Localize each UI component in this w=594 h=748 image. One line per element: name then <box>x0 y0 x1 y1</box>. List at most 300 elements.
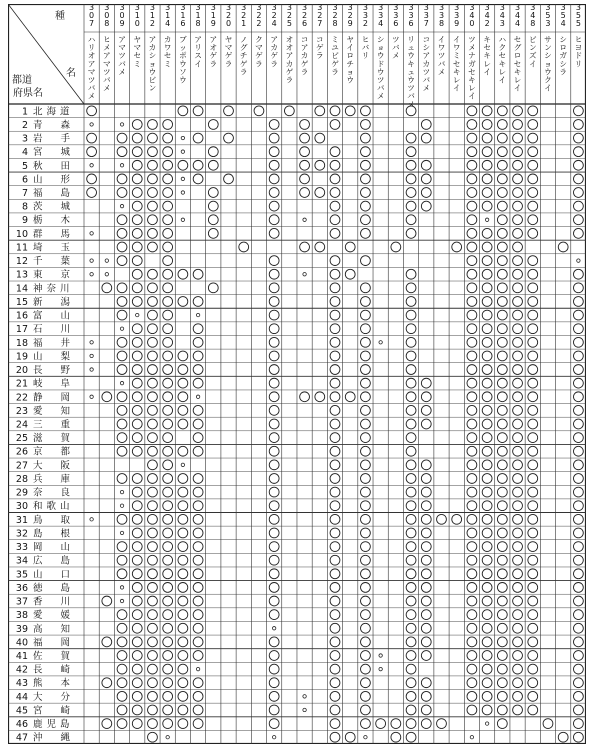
presence-circle <box>406 201 416 211</box>
presence-circle <box>178 160 188 170</box>
presence-small-mark <box>90 354 93 357</box>
presence-circle <box>132 691 142 701</box>
presence-circle <box>467 596 477 606</box>
presence-circle <box>148 651 158 661</box>
presence-circle <box>330 664 340 674</box>
presence-circle <box>467 501 477 511</box>
presence-circle <box>482 651 492 661</box>
presence-circle <box>467 569 477 579</box>
presence-circle <box>467 474 477 484</box>
presence-circle <box>406 433 416 443</box>
species-number: 3 3 7 <box>423 4 429 28</box>
species-number: 3 4 4 <box>514 4 521 28</box>
presence-circle <box>148 201 158 211</box>
presence-circle <box>163 474 173 484</box>
presence-circle <box>497 569 507 579</box>
presence-circle <box>482 501 492 511</box>
presence-circle <box>117 188 127 198</box>
species-number: 3 0 7 <box>89 4 95 28</box>
presence-circle <box>178 446 188 456</box>
presence-circle <box>148 378 158 388</box>
corner-prefecture-label-1: 都道 <box>12 75 32 86</box>
presence-circle <box>528 678 538 688</box>
presence-circle <box>406 664 416 674</box>
presence-circle <box>330 691 340 701</box>
presence-small-mark <box>364 735 367 738</box>
presence-circle <box>361 719 371 729</box>
presence-circle <box>193 419 203 429</box>
presence-circle <box>117 256 127 266</box>
presence-circle <box>361 120 371 130</box>
presence-circle <box>421 528 431 538</box>
presence-circle <box>573 678 583 688</box>
presence-circle <box>132 147 142 157</box>
prefecture-number: 23 <box>15 405 28 417</box>
presence-circle <box>361 256 371 266</box>
presence-circle <box>467 228 477 238</box>
presence-circle <box>467 392 477 402</box>
presence-circle <box>178 596 188 606</box>
presence-circle <box>163 201 173 211</box>
presence-circle <box>148 610 158 620</box>
presence-circle <box>421 188 431 198</box>
presence-circle <box>132 474 142 484</box>
presence-circle <box>528 637 538 647</box>
presence-circle <box>528 664 538 674</box>
presence-circle <box>406 215 416 225</box>
presence-circle <box>421 501 431 511</box>
prefecture-number: 10 <box>15 228 28 240</box>
presence-small-mark <box>272 735 275 738</box>
presence-circle <box>513 160 523 170</box>
presence-circle <box>148 215 158 225</box>
presence-circle <box>193 405 203 415</box>
presence-circle <box>178 378 188 388</box>
presence-small-mark <box>120 504 123 507</box>
presence-circle <box>117 474 127 484</box>
presence-circle <box>163 705 173 715</box>
presence-circle <box>330 542 340 552</box>
presence-circle <box>528 460 538 470</box>
presence-circle <box>330 392 340 402</box>
presence-circle <box>163 405 173 415</box>
presence-circle <box>528 133 538 143</box>
species-number: 3 3 4 <box>378 4 384 28</box>
presence-circle <box>406 610 416 620</box>
prefecture-number: 32 <box>15 528 28 540</box>
presence-circle <box>513 569 523 579</box>
presence-circle <box>178 528 188 538</box>
presence-circle <box>269 583 279 593</box>
presence-circle <box>528 215 538 225</box>
presence-circle <box>269 297 279 307</box>
presence-circle <box>406 637 416 647</box>
presence-circle <box>330 528 340 538</box>
presence-circle <box>132 228 142 238</box>
prefecture-number: 33 <box>15 542 28 554</box>
presence-circle <box>330 474 340 484</box>
presence-circle <box>482 528 492 538</box>
presence-circle <box>117 623 127 633</box>
presence-circle <box>269 610 279 620</box>
presence-circle <box>513 120 523 130</box>
presence-small-mark <box>166 735 169 738</box>
presence-circle <box>421 514 431 524</box>
presence-circle <box>300 392 310 402</box>
presence-circle <box>513 637 523 647</box>
presence-circle <box>132 297 142 307</box>
presence-circle <box>513 678 523 688</box>
prefecture-number: 26 <box>15 446 28 458</box>
presence-circle <box>513 174 523 184</box>
presence-circle <box>573 133 583 143</box>
species-number: 3 1 6 <box>180 4 186 28</box>
presence-circle <box>269 542 279 552</box>
presence-circle <box>497 433 507 443</box>
species-number: 3 1 8 <box>195 4 201 28</box>
presence-circle <box>178 106 188 116</box>
presence-circle <box>361 610 371 620</box>
presence-circle <box>193 269 203 279</box>
presence-small-mark <box>90 368 93 371</box>
presence-circle <box>148 555 158 565</box>
presence-circle <box>482 678 492 688</box>
presence-circle <box>330 269 340 279</box>
presence-circle <box>467 256 477 266</box>
presence-circle <box>467 678 477 688</box>
presence-circle <box>528 501 538 511</box>
presence-circle <box>482 691 492 701</box>
presence-circle <box>467 664 477 674</box>
presence-circle <box>573 201 583 211</box>
presence-circle <box>224 133 234 143</box>
presence-small-mark <box>90 518 93 521</box>
presence-circle <box>87 106 97 116</box>
presence-circle <box>163 310 173 320</box>
presence-circle <box>573 528 583 538</box>
presence-circle <box>132 256 142 266</box>
presence-circle <box>406 569 416 579</box>
presence-circle <box>528 542 538 552</box>
prefecture-name: 香川 <box>33 596 89 608</box>
presence-circle <box>513 596 523 606</box>
presence-circle <box>467 242 477 252</box>
presence-circle <box>482 256 492 266</box>
presence-circle <box>330 378 340 388</box>
presence-circle <box>513 528 523 538</box>
presence-circle <box>330 147 340 157</box>
presence-circle <box>528 705 538 715</box>
presence-small-mark <box>303 708 306 711</box>
presence-small-mark <box>90 273 93 276</box>
presence-circle <box>497 446 507 456</box>
presence-circle <box>117 283 127 293</box>
presence-circle <box>193 174 203 184</box>
presence-circle <box>497 147 507 157</box>
presence-circle <box>193 351 203 361</box>
presence-circle <box>482 310 492 320</box>
presence-circle <box>361 297 371 307</box>
prefecture-name: 岐阜 <box>33 378 89 390</box>
presence-circle <box>361 160 371 170</box>
prefecture-number: 36 <box>15 582 28 594</box>
corner-header <box>12 10 76 99</box>
presence-small-mark <box>90 232 93 235</box>
presence-circle <box>482 283 492 293</box>
presence-circle <box>482 460 492 470</box>
presence-circle <box>421 487 431 497</box>
presence-small-mark <box>120 531 123 534</box>
presence-circle <box>482 446 492 456</box>
prefecture-number: 12 <box>15 256 28 268</box>
presence-circle <box>300 133 310 143</box>
presence-circle <box>573 501 583 511</box>
presence-circle <box>361 678 371 688</box>
presence-circle <box>269 188 279 198</box>
prefecture-number: 31 <box>15 514 28 526</box>
presence-circle <box>330 732 340 742</box>
presence-circle <box>573 188 583 198</box>
presence-circle <box>163 147 173 157</box>
presence-circle <box>193 719 203 729</box>
presence-circle <box>421 623 431 633</box>
species-name: アカゲラ <box>270 35 278 69</box>
presence-circle <box>87 174 97 184</box>
prefecture-number: 15 <box>15 296 28 308</box>
presence-small-mark <box>90 259 93 262</box>
presence-circle <box>406 269 416 279</box>
presence-circle <box>208 120 218 130</box>
presence-small-mark <box>303 273 306 276</box>
presence-circle <box>148 310 158 320</box>
prefecture-number: 2 <box>21 119 28 131</box>
prefecture-name: 宮城 <box>33 147 89 159</box>
presence-circle <box>497 174 507 184</box>
species-name: カワセミ <box>163 35 172 69</box>
presence-circle <box>117 542 127 552</box>
presence-circle <box>467 324 477 334</box>
presence-circle <box>361 501 371 511</box>
presence-circle <box>178 487 188 497</box>
presence-circle <box>467 446 477 456</box>
presence-circle <box>269 160 279 170</box>
presence-circle <box>406 160 416 170</box>
species-number: 3 2 0 <box>225 4 232 28</box>
presence-circle <box>421 419 431 429</box>
presence-circle <box>573 283 583 293</box>
presence-circle <box>163 637 173 647</box>
presence-circle <box>132 446 142 456</box>
presence-circle <box>406 542 416 552</box>
presence-circle <box>163 664 173 674</box>
presence-circle <box>406 324 416 334</box>
presence-circle <box>148 732 158 742</box>
presence-circle <box>497 365 507 375</box>
presence-circle <box>497 637 507 647</box>
prefecture-name: 福岡 <box>33 637 89 649</box>
presence-circle <box>178 419 188 429</box>
presence-small-mark <box>90 395 93 398</box>
presence-circle <box>132 283 142 293</box>
presence-circle <box>421 596 431 606</box>
species-number: 3 0 8 <box>104 4 110 28</box>
prefecture-number: 27 <box>15 460 28 472</box>
presence-circle <box>513 147 523 157</box>
presence-circle <box>528 147 538 157</box>
species-number: 3 3 8 <box>438 4 445 28</box>
presence-circle <box>528 256 538 266</box>
presence-circle <box>421 405 431 415</box>
presence-circle <box>163 188 173 198</box>
presence-circle <box>376 719 386 729</box>
presence-circle <box>391 719 401 729</box>
presence-small-mark <box>181 150 184 153</box>
presence-circle <box>148 623 158 633</box>
presence-circle <box>497 120 507 130</box>
presence-circle <box>132 664 142 674</box>
presence-circle <box>132 419 142 429</box>
presence-circle <box>330 419 340 429</box>
presence-small-mark <box>470 735 473 738</box>
presence-circle <box>361 446 371 456</box>
presence-small-mark <box>379 654 382 657</box>
presence-circle <box>361 583 371 593</box>
presence-circle <box>178 392 188 402</box>
presence-circle <box>513 542 523 552</box>
presence-circle <box>361 351 371 361</box>
presence-circle <box>269 528 279 538</box>
presence-circle <box>163 256 173 266</box>
presence-circle <box>330 501 340 511</box>
presence-circle <box>193 691 203 701</box>
presence-circle <box>573 297 583 307</box>
species-number: 3 2 5 <box>286 4 292 28</box>
presence-circle <box>528 596 538 606</box>
presence-circle <box>497 501 507 511</box>
presence-circle <box>573 610 583 620</box>
presence-circle <box>528 351 538 361</box>
species-number: 3 4 8 <box>530 4 536 28</box>
presence-circle <box>163 324 173 334</box>
presence-small-mark <box>577 259 580 262</box>
presence-circle <box>482 242 492 252</box>
prefecture-name: 山梨 <box>33 351 89 363</box>
prefecture-number: 42 <box>15 664 28 676</box>
presence-circle <box>330 324 340 334</box>
presence-circle <box>148 365 158 375</box>
presence-circle <box>573 174 583 184</box>
presence-circle <box>361 228 371 238</box>
presence-circle <box>178 514 188 524</box>
presence-circle <box>406 732 416 742</box>
presence-circle <box>421 637 431 647</box>
presence-circle <box>193 487 203 497</box>
presence-circle <box>148 433 158 443</box>
presence-circle <box>345 392 355 402</box>
presence-circle <box>497 719 507 729</box>
presence-circle <box>163 678 173 688</box>
presence-circle <box>497 474 507 484</box>
presence-circle <box>193 337 203 347</box>
prefecture-number: 37 <box>15 596 28 608</box>
presence-circle <box>497 283 507 293</box>
prefecture-number: 28 <box>15 473 28 485</box>
presence-circle <box>163 433 173 443</box>
prefecture-name: 富山 <box>33 310 89 322</box>
species-name: ノグチゲラ <box>239 35 248 77</box>
presence-circle <box>361 365 371 375</box>
presence-circle <box>163 337 173 347</box>
presence-circle <box>467 623 477 633</box>
presence-circle <box>330 719 340 729</box>
prefecture-name: 山口 <box>33 569 89 581</box>
presence-circle <box>269 378 279 388</box>
presence-circle <box>132 351 142 361</box>
species-name: アマツバメ <box>118 35 126 77</box>
presence-circle <box>528 201 538 211</box>
presence-circle <box>117 215 127 225</box>
presence-circle <box>148 719 158 729</box>
presence-circle <box>330 215 340 225</box>
presence-circle <box>361 528 371 538</box>
species-name: リュウキュウツバメ <box>407 35 415 109</box>
presence-circle <box>467 297 477 307</box>
species-name: サンショウクイ <box>544 35 552 93</box>
corner-species-label: 種 <box>55 11 65 22</box>
presence-circle <box>467 433 477 443</box>
presence-circle <box>528 378 538 388</box>
presence-circle <box>208 188 218 198</box>
prefecture-name: 大阪 <box>33 460 89 472</box>
presence-circle <box>163 555 173 565</box>
presence-circle <box>467 337 477 347</box>
presence-circle <box>406 705 416 715</box>
presence-circle <box>132 405 142 415</box>
presence-circle <box>497 405 507 415</box>
presence-circle <box>513 555 523 565</box>
presence-circle <box>163 228 173 238</box>
presence-circle <box>178 542 188 552</box>
prefecture-name: 栃木 <box>33 215 89 227</box>
presence-circle <box>193 705 203 715</box>
prefecture-number: 3 <box>21 133 28 145</box>
presence-circle <box>482 637 492 647</box>
presence-circle <box>452 514 462 524</box>
presence-circle <box>406 378 416 388</box>
presence-circle <box>528 487 538 497</box>
presence-circle <box>497 514 507 524</box>
presence-circle <box>330 160 340 170</box>
presence-circle <box>178 351 188 361</box>
presence-circle <box>513 405 523 415</box>
presence-circle <box>361 106 371 116</box>
presence-circle <box>528 433 538 443</box>
presence-circle <box>163 528 173 538</box>
prefecture-name: 佐賀 <box>33 650 89 662</box>
presence-circle <box>148 474 158 484</box>
presence-circle <box>467 160 477 170</box>
presence-circle <box>148 542 158 552</box>
species-number: 3 4 3 <box>499 4 505 28</box>
presence-circle <box>467 583 477 593</box>
prefecture-number: 8 <box>21 201 28 213</box>
presence-circle <box>117 664 127 674</box>
presence-circle <box>497 310 507 320</box>
presence-circle <box>208 283 218 293</box>
presence-circle <box>163 215 173 225</box>
presence-circle <box>421 160 431 170</box>
presence-circle <box>330 188 340 198</box>
